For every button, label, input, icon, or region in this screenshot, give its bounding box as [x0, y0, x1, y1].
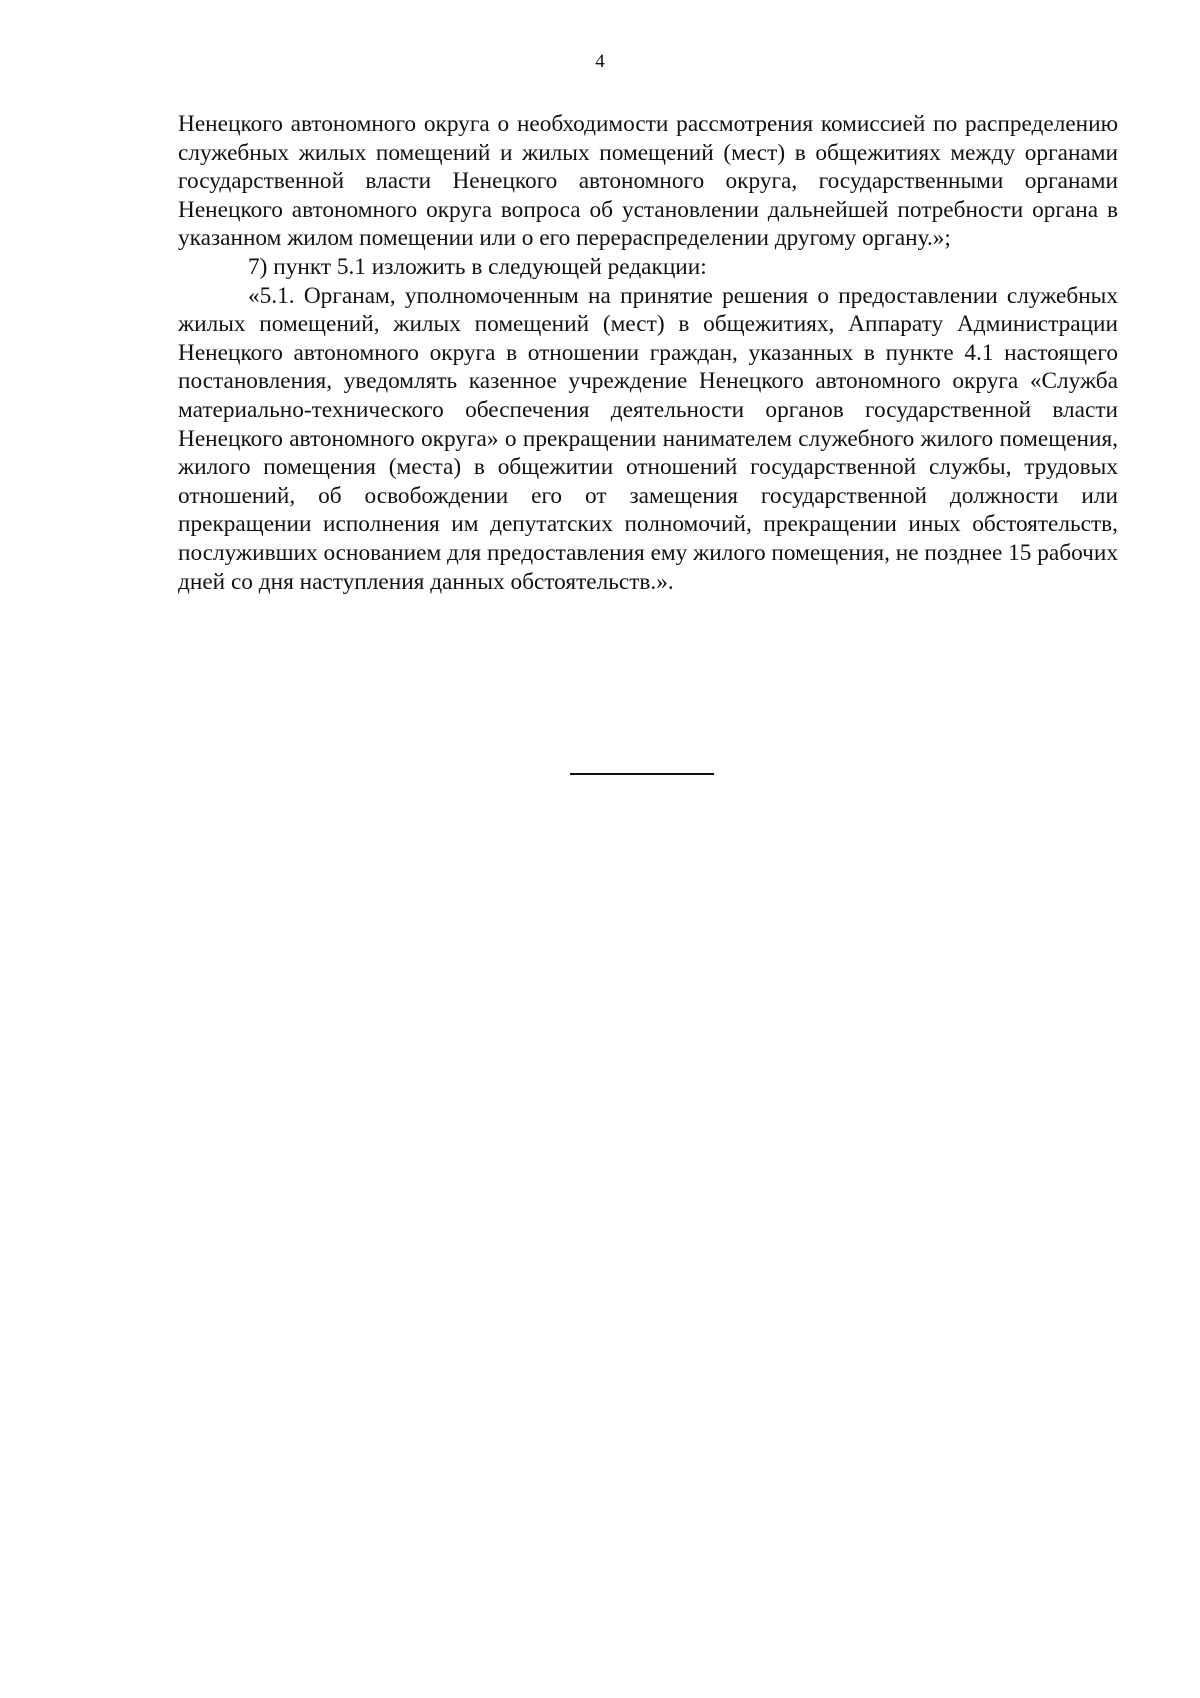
paragraph-new-clause-5-1: «5.1. Органам, уполномоченным на принятие решения о предоставлении служебных жилых помещений, жилых помещений (мест) в общежитиях, Аппарату Администрации Ненецкого автономного округа в отношении граждан, указанных в пункте 4.1 настоящего постановления, уведомлять казенное учреждение Ненецкого автономного округа «Служба материально-технического обеспечения деятельности органов государственной власти Ненецкого автономного округа» о прекращении нанимателем служебного жилого помещения, жилого помещения (места) в общежитии отношений государственной службы, трудовых отношений, об освобождении его от замещения государственной должности или прекращении исполнения им депутатских полномочий, прекращении иных обстоятельств, послуживших основанием для предоставления ему жилого помещения, не позднее 15 рабочих дней со дня наступления данных обстоятельств.». [178, 282, 1118, 595]
paragraph-continuation: Ненецкого автономного округа о необходимости рассмотрения комиссией по распределению служебных жилых помещений и жилых помещений (мест) в общежитиях между органами государственной власти Ненецкого автономного округа, государственными органами Ненецкого автономного округа вопроса об установлении дальнейшей потребности органа в указанном жилом помещении или о его перераспределении другому органу.»; [178, 111, 1118, 252]
paragraph-amendment-item-7: 7) пункт 5.1 изложить в следующей редакции: [248, 253, 707, 280]
page-number: 4 [595, 51, 605, 72]
document-body [178, 110, 1118, 596]
end-of-text-rule [570, 773, 714, 775]
